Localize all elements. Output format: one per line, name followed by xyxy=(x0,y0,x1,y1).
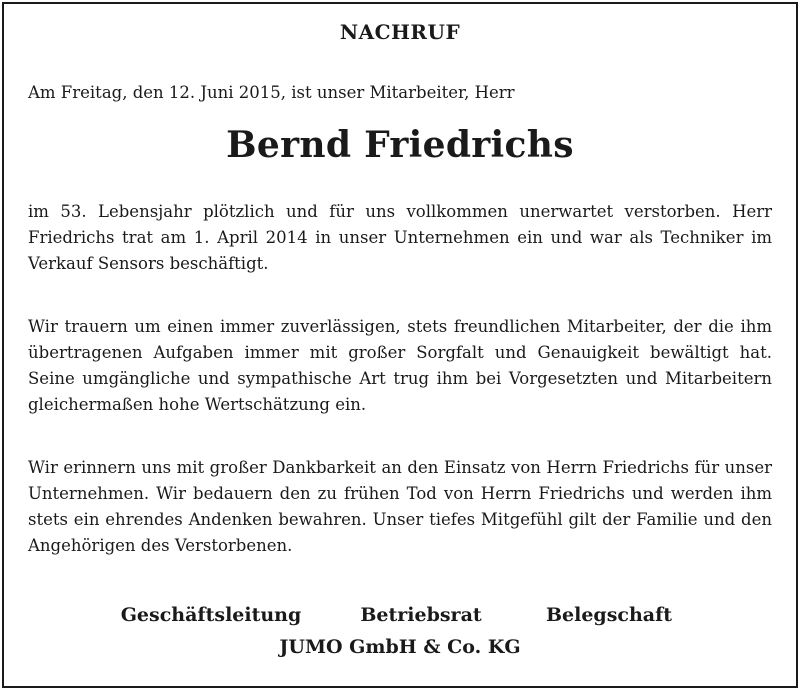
intro-line: Am Freitag, den 12. Juni 2015, ist unser Mitarbeiter, Herr xyxy=(28,83,515,102)
signer-works-council: Betriebsrat xyxy=(360,604,482,626)
signer-staff: Belegschaft xyxy=(545,604,673,626)
notice-title: NACHRUF xyxy=(339,20,461,44)
deceased-name: Bernd Friedrichs xyxy=(226,124,574,166)
company-name: JUMO GmbH & Co. KG xyxy=(279,636,521,658)
signers-row xyxy=(0,604,800,630)
paragraph-1: im 53. Lebensjahr plötzlich und für uns vollkommen unerwartet verstorben. Herr Friedrichs trat am 1. April 2014 in unser Unternehmen ein und war als Techniker im Verkauf Sensors beschäftigt. xyxy=(28,202,772,273)
signer-management: Geschäftsleitung xyxy=(120,604,302,626)
paragraph-2: Wir trauern um einen immer zuverlässigen, stets freundlichen Mitarbeiter, der die ihm übertragenen Aufgaben immer mit großer Sorgfalt und Genauigkeit bewältigt hat. Seine umgängliche und sympathische Art trug ihm bei Vorgesetzten und Mitarbeitern gleichermaßen hohe Wertschätzung ein. xyxy=(28,317,772,414)
paragraph-3: Wir erinnern uns mit großer Dankbarkeit an den Einsatz von Herrn Friedrichs für unser Unternehmen. Wir bedauern den zu frühen Tod von Herrn Friedrichs und werden ihm stets ein ehrendes Andenken bewahren. Unser tiefes Mitgefühl gilt der Familie und den Angehörigen des Verstorbenen. xyxy=(28,458,772,555)
